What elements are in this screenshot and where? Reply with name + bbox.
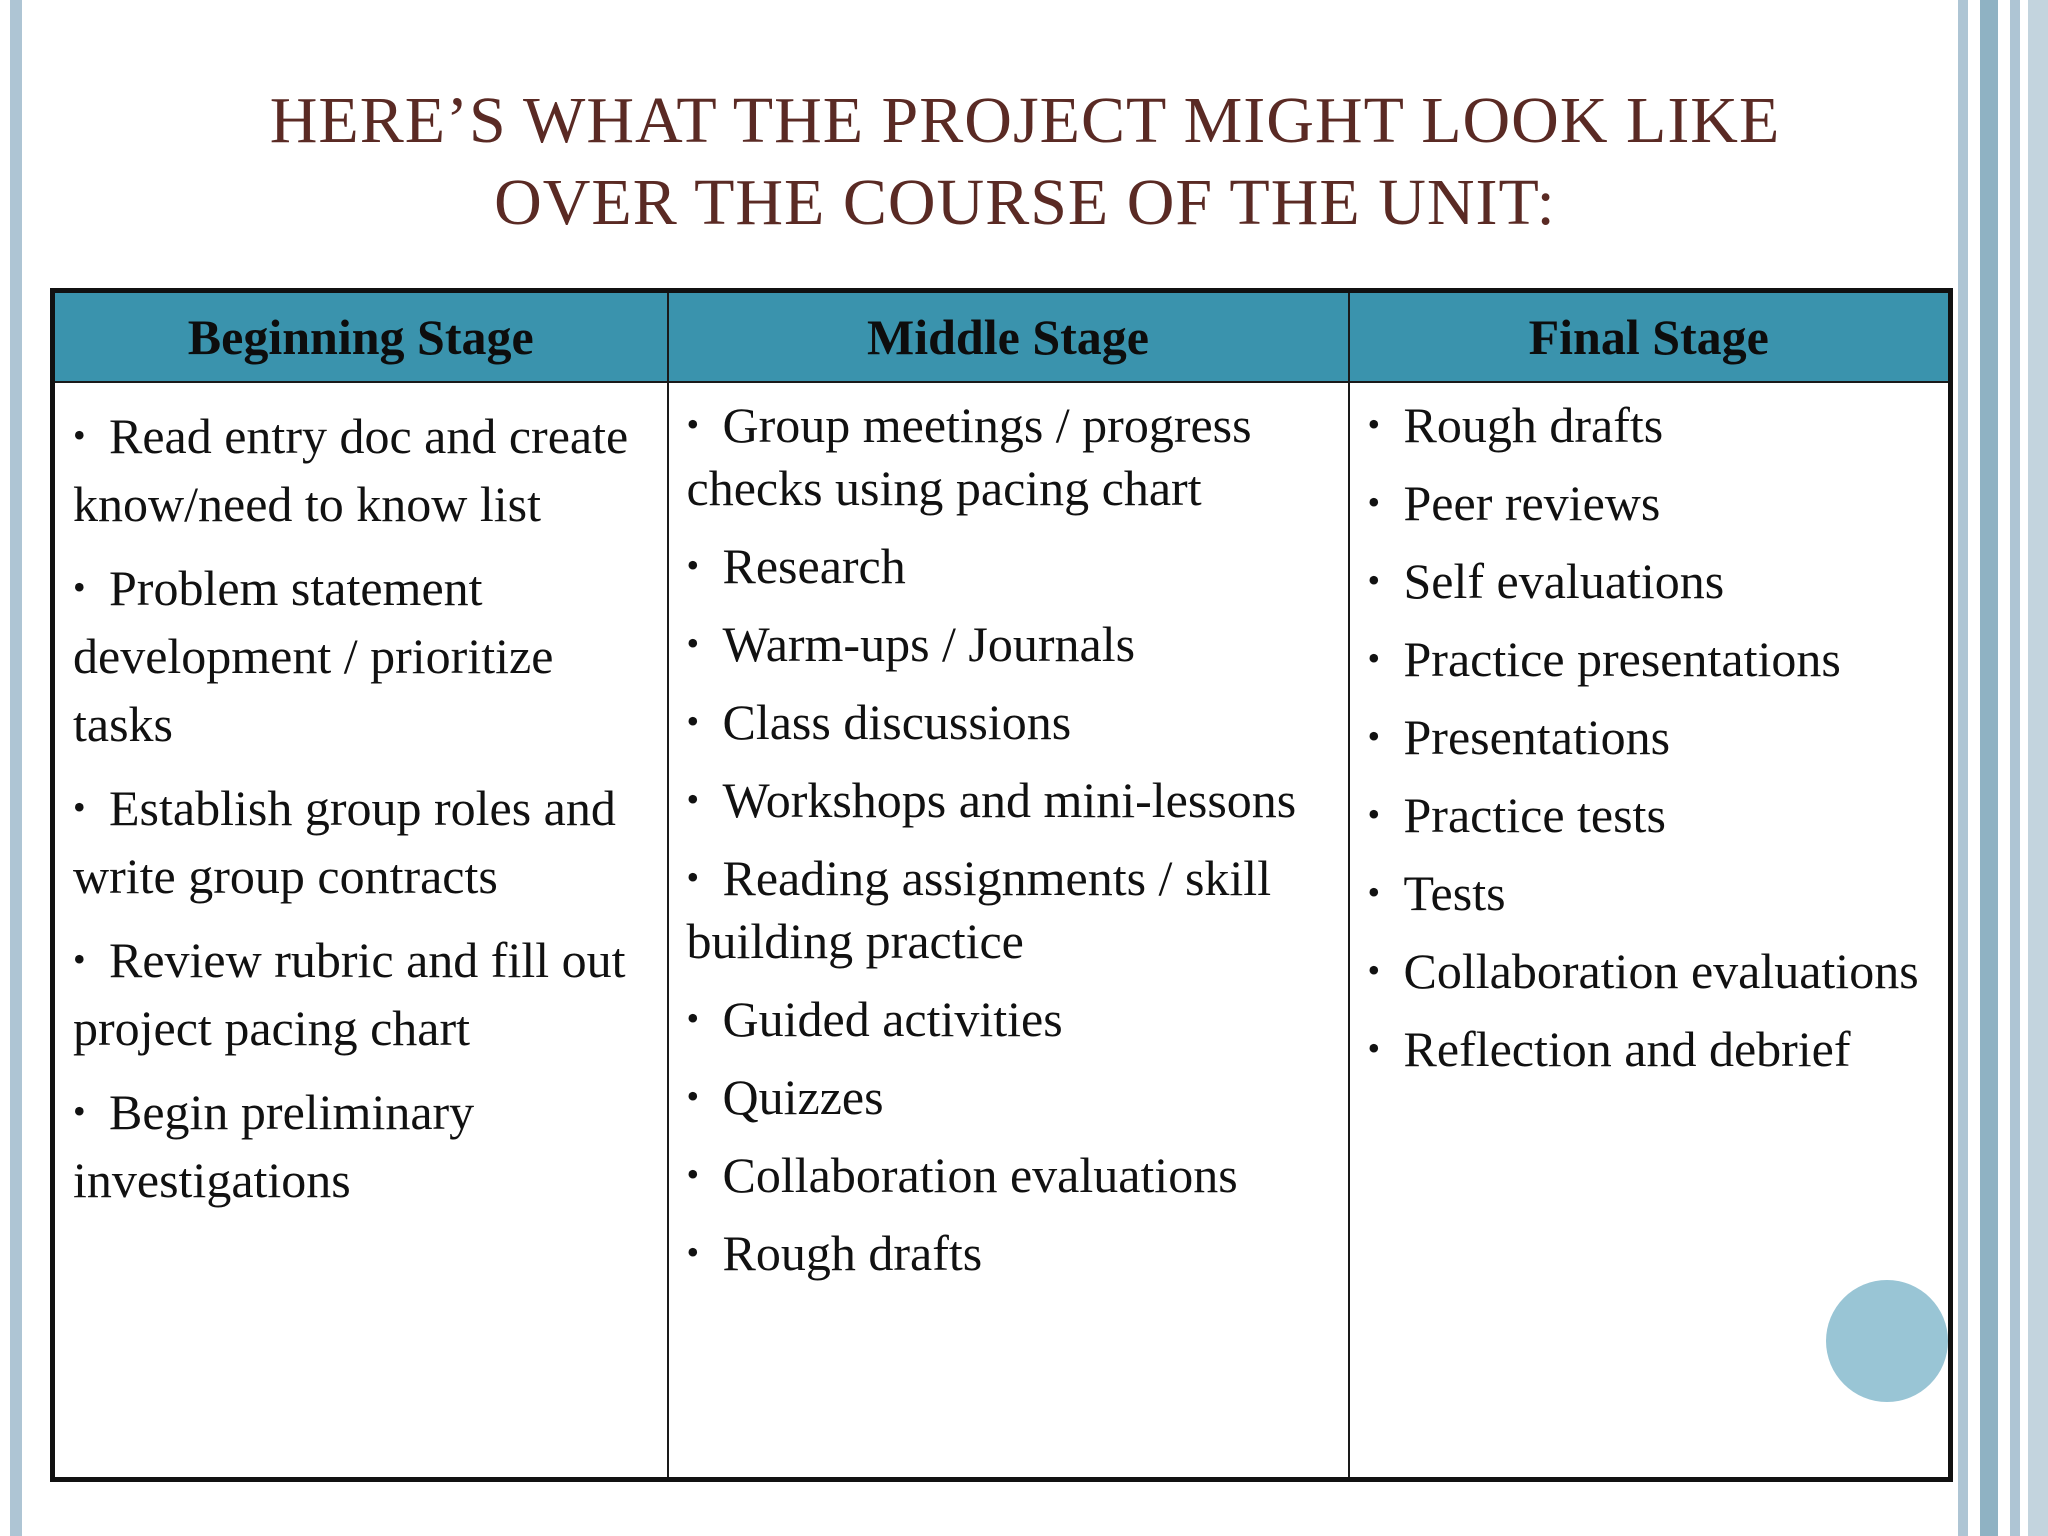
bullet-icon: •: [1367, 872, 1381, 912]
bullet-icon: •: [686, 857, 700, 897]
list-item: [73, 401, 657, 538]
final-stage-list: [1350, 383, 1949, 1081]
list-item-text: Establish group roles and write group contracts: [73, 780, 616, 904]
bullet-icon: •: [1367, 638, 1381, 678]
left-decor-stripe: [10, 0, 22, 1536]
column-header-middle-stage: Middle Stage: [668, 291, 1349, 383]
list-item-text: Group meetings / progress checks using pacing chart: [686, 397, 1252, 516]
list-item-text: Review rubric and fill out project pacing chart: [73, 932, 626, 1056]
bullet-icon: •: [1367, 482, 1381, 522]
list-item-text: Rough drafts: [722, 1225, 983, 1281]
bullet-icon: •: [1367, 794, 1381, 834]
list-item-text: Practice presentations: [1403, 631, 1841, 687]
right-decor-stripe: [2028, 0, 2048, 1536]
bullet-icon: •: [1367, 560, 1381, 600]
project-stages-table: [50, 288, 1953, 1482]
list-item-text: Research: [722, 538, 906, 594]
slide-title-line-2: OVER THE COURSE OF THE UNIT:: [494, 166, 1556, 239]
list-item: [687, 690, 1338, 754]
list-item: [687, 846, 1338, 973]
list-item: [687, 1221, 1338, 1285]
bullet-icon: •: [73, 939, 86, 979]
list-item: [1368, 1017, 1939, 1081]
list-item-text: Reading assignments / skill building practice: [686, 850, 1272, 969]
bullet-icon: •: [686, 1154, 700, 1194]
list-item-text: Problem statement development / prioritize tasks: [73, 560, 554, 752]
right-decor-stripe: [1958, 0, 1968, 1536]
list-item: [687, 1143, 1338, 1207]
list-item: [1368, 393, 1939, 457]
column-header-final-stage: Final Stage: [1349, 291, 1951, 383]
bullet-icon: •: [73, 415, 86, 455]
middle-stage-list: [669, 383, 1348, 1285]
list-item-text: Peer reviews: [1403, 475, 1661, 531]
list-item-text: Workshops and mini-lessons: [722, 772, 1297, 828]
bullet-icon: •: [73, 787, 86, 827]
list-item: [1368, 471, 1939, 535]
list-item-text: Warm-ups / Journals: [722, 616, 1136, 672]
beginning-stage-list: [55, 383, 667, 1214]
bullet-icon: •: [73, 1091, 86, 1131]
decorative-circle: [1826, 1280, 1948, 1402]
bullet-icon: •: [686, 701, 700, 741]
list-item-text: Tests: [1403, 865, 1506, 921]
list-item-text: Reflection and debrief: [1403, 1021, 1851, 1077]
list-item-text: Class discussions: [722, 694, 1072, 750]
slide-title: [120, 80, 1930, 244]
list-item: [1368, 939, 1939, 1003]
list-item-text: Read entry doc and create know/need to know list: [73, 408, 629, 532]
right-decor-stripe: [1980, 0, 1998, 1536]
list-item: [1368, 627, 1939, 691]
list-item: [1368, 783, 1939, 847]
list-item-text: Presentations: [1403, 709, 1671, 765]
middle-stage-cell: [668, 382, 1349, 1480]
list-item: [687, 1065, 1338, 1129]
list-item: [687, 612, 1338, 676]
list-item-text: Begin preliminary investigations: [73, 1084, 475, 1208]
bullet-icon: •: [686, 779, 700, 819]
bullet-icon: •: [686, 545, 700, 585]
list-item-text: Practice tests: [1403, 787, 1666, 843]
bullet-icon: •: [686, 998, 700, 1038]
bullet-icon: •: [73, 567, 86, 607]
bullet-icon: •: [1367, 1028, 1381, 1068]
bullet-icon: •: [686, 1076, 700, 1116]
list-item-text: Collaboration evaluations: [1403, 943, 1919, 999]
list-item-text: Self evaluations: [1403, 553, 1725, 609]
list-item: [73, 925, 657, 1062]
bullet-icon: •: [686, 404, 700, 444]
column-header-beginning-stage: Beginning Stage: [53, 291, 668, 383]
table-header-row: [53, 291, 1951, 383]
bullet-icon: •: [1367, 950, 1381, 990]
list-item: [73, 1077, 657, 1214]
list-item: [73, 553, 657, 758]
list-item-text: Collaboration evaluations: [722, 1147, 1238, 1203]
list-item: [1368, 705, 1939, 769]
right-decor-stripe: [2010, 0, 2020, 1536]
list-item: [687, 987, 1338, 1051]
list-item-text: Quizzes: [722, 1069, 884, 1125]
bullet-icon: •: [1367, 716, 1381, 756]
list-item: [687, 393, 1338, 520]
list-item-text: Rough drafts: [1403, 397, 1664, 453]
table-body-row: [53, 382, 1951, 1480]
list-item: [1368, 549, 1939, 613]
list-item: [687, 768, 1338, 832]
list-item: [1368, 861, 1939, 925]
bullet-icon: •: [1367, 404, 1381, 444]
list-item-text: Guided activities: [722, 991, 1063, 1047]
slide-title-line-1: HERE’S WHAT THE PROJECT MIGHT LOOK LIKE: [269, 84, 1781, 157]
beginning-stage-cell: [53, 382, 668, 1480]
list-item: [687, 534, 1338, 598]
list-item: [73, 773, 657, 910]
bullet-icon: •: [686, 623, 700, 663]
bullet-icon: •: [686, 1232, 700, 1272]
